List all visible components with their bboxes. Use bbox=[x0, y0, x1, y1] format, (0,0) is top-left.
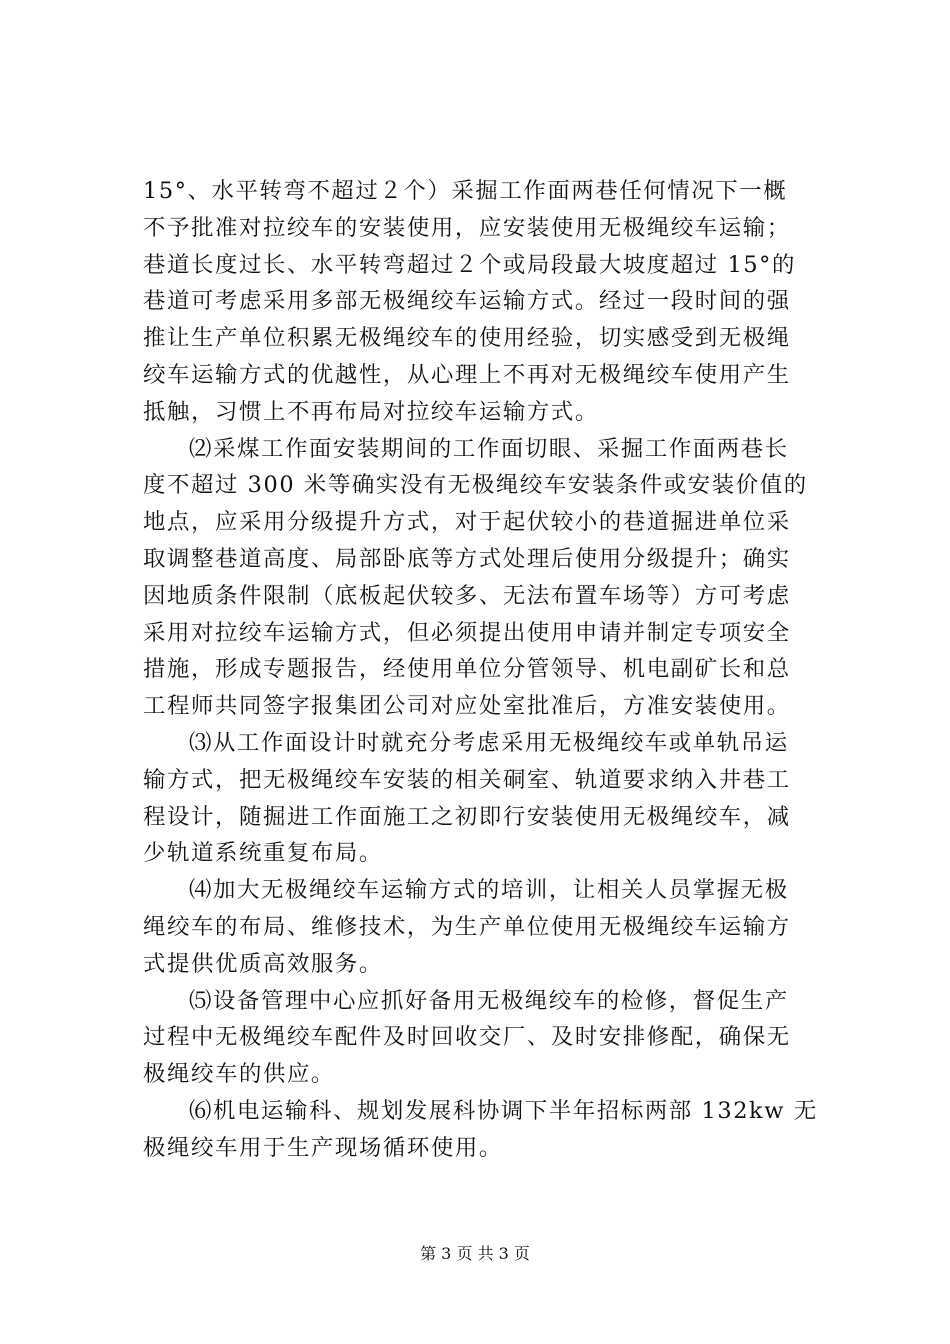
text-line: 抵触，习惯上不再布局对拉绞车运输方式。 bbox=[143, 398, 599, 425]
paragraph-2-start: ⑵采煤工作面安装期间的工作面切眼、采掘工作面两巷长 bbox=[189, 435, 789, 462]
paragraph-3-start: ⑶从工作面设计时就充分考虑采用无极绳绞车或单轨吊运 bbox=[189, 729, 789, 756]
paragraph-5-start: ⑸设备管理中心应抓好备用无极绳绞车的检修，督促生产 bbox=[189, 987, 789, 1014]
paragraph-4-start: ⑷加大无极绳绞车运输方式的培训，让相关人员掌握无极 bbox=[189, 877, 789, 904]
text-line: 极绳绞车用于生产现场循环使用。 bbox=[143, 1134, 503, 1161]
text-line: 工程师共同签字报集团公司对应处室批准后，方准安装使用。 bbox=[143, 693, 791, 720]
text-line: 绳绞车的布局、维修技术，为生产单位使用无极绳绞车运输方 bbox=[143, 913, 791, 940]
text-line: 地点，应采用分级提升方式，对于起伏较小的巷道掘进单位采 bbox=[143, 509, 791, 536]
text-line: 取调整巷道高度、局部卧底等方式处理后使用分级提升；确实 bbox=[143, 545, 791, 572]
page-number-footer: 第 3 页 共 3 页 bbox=[420, 1244, 530, 1263]
text-line: 输方式，把无极绳绞车安装的相关硐室、轨道要求纳入井巷工 bbox=[143, 766, 791, 793]
body-text bbox=[143, 173, 833, 1167]
paragraph-6-start: ⑹机电运输科、规划发展科协调下半年招标两部 132kw 无 bbox=[189, 1097, 818, 1124]
text-line: 式提供优质高效服务。 bbox=[143, 950, 383, 977]
text-line: 巷道长度过长、水平转弯超过２个或局段最大坡度超过 15°的 bbox=[143, 251, 796, 278]
text-line: 措施，形成专题报告，经使用单位分管领导、机电副矿长和总 bbox=[143, 656, 791, 683]
text-line: 推让生产单位积累无极绳绞车的使用经验，切实感受到无极绳 bbox=[143, 325, 791, 352]
text-line: 不予批准对拉绞车的安装使用，应安装使用无极绳绞车运输； bbox=[143, 214, 791, 241]
text-line: 少轨道系统重复布局。 bbox=[143, 840, 383, 867]
text-line: 绞车运输方式的优越性，从心理上不再对无极绳绞车使用产生 bbox=[143, 361, 791, 388]
text-line: 因地质条件限制（底板起伏较多、无法布置车场等）方可考虑 bbox=[143, 582, 791, 609]
text-line: 15°、水平转弯不超过２个）采掘工作面两巷任何情况下一概 bbox=[143, 178, 788, 204]
text-line: 过程中无极绳绞车配件及时回收交厂、及时安排修配，确保无 bbox=[143, 1024, 791, 1051]
text-line: 采用对拉绞车运输方式，但必须提出使用申请并制定专项安全 bbox=[143, 619, 791, 646]
text-line: 巷道可考虑采用多部无极绳绞车运输方式。经过一段时间的强 bbox=[143, 288, 791, 315]
text-line: 度不超过 300 米等确实没有无极绳绞车安装条件或安装价值的 bbox=[143, 472, 808, 499]
text-line: 程设计，随掘进工作面施工之初即行安装使用无极绳绞车，减 bbox=[143, 803, 791, 830]
text-line: 极绳绞车的供应。 bbox=[143, 1061, 335, 1088]
